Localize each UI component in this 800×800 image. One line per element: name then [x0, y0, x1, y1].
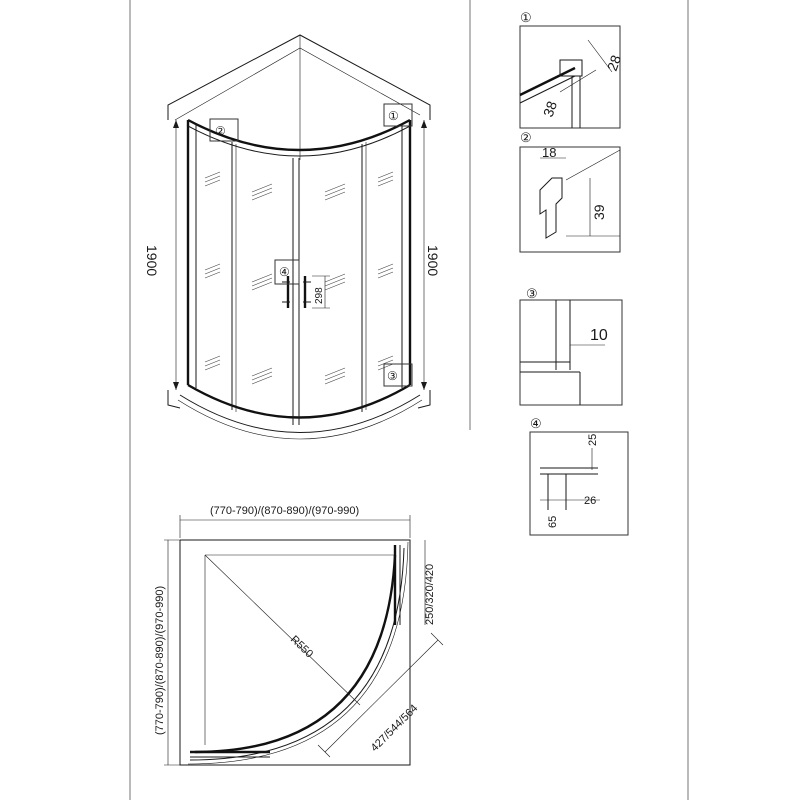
d1-dim-label-38: 38 — [539, 98, 561, 120]
plan-diagonal-ext-a — [318, 745, 330, 757]
callout-4: ④ — [279, 265, 290, 279]
detail-1 — [520, 10, 624, 128]
plan-arc-tray — [190, 548, 404, 760]
height-dim-left: 1900 — [144, 245, 160, 277]
detail-1-box — [520, 26, 620, 128]
detail-3 — [520, 286, 622, 405]
d1-rail — [520, 68, 575, 95]
d1-rail-b — [520, 76, 575, 103]
detail-3-box — [520, 300, 622, 405]
plan-depth-dim: (770-790)/(870-890)/(970-990) — [154, 585, 166, 735]
detail-3-marker: ③ — [526, 286, 538, 301]
plan-view — [154, 505, 443, 765]
detail-4 — [530, 416, 628, 535]
front-view — [144, 35, 441, 439]
handle-dim-label: 298 — [314, 287, 325, 304]
plan-radius-line — [205, 555, 360, 705]
detail-4-marker: ④ — [530, 416, 542, 431]
d4-dim-label-26: 26 — [584, 495, 597, 507]
height-dim-right: 1900 — [425, 245, 441, 277]
d1-dim-label-28: 28 — [603, 52, 625, 74]
d2-glass-top — [566, 150, 620, 180]
plan-outer-square — [180, 540, 410, 765]
plan-width-dim: (770-790)/(870-890)/(970-990) — [210, 505, 360, 517]
plan-side-dim: 250/320/420 — [424, 563, 436, 625]
callout-3: ③ — [387, 369, 398, 383]
height-arrow-left-bottom — [173, 382, 179, 390]
d2-dim-label-18: 18 — [542, 145, 557, 160]
tray-right — [418, 390, 430, 408]
tray-left — [168, 390, 180, 408]
height-arrow-right-top — [421, 120, 427, 128]
wall-outline-inner — [175, 48, 420, 120]
callout-2: ② — [215, 124, 226, 138]
detail-4-box — [530, 432, 628, 535]
d4-dim-label-65: 65 — [547, 515, 559, 528]
wall-outline-top — [168, 35, 430, 120]
d4-dim-label-25: 25 — [587, 433, 599, 446]
d3-dim-label-10: 10 — [590, 327, 608, 344]
d2-profile — [540, 178, 562, 238]
plan-diagonal-dim: 427/544/564 — [368, 702, 421, 755]
d2-dim-label-39: 39 — [591, 204, 607, 220]
tray-lower-edge — [178, 400, 422, 439]
plan-radius-label: R550 — [287, 633, 316, 661]
detail-1-marker: ① — [520, 10, 532, 25]
plan-diagonal-ext-b — [431, 633, 443, 645]
detail-2 — [520, 130, 620, 252]
height-arrow-left-top — [173, 120, 179, 128]
height-arrow-right-bottom — [421, 382, 427, 390]
detail-2-marker: ② — [520, 130, 532, 145]
callout-1: ① — [388, 109, 399, 123]
tray-front-edge — [180, 395, 420, 433]
plan-arc-outer — [195, 555, 395, 752]
